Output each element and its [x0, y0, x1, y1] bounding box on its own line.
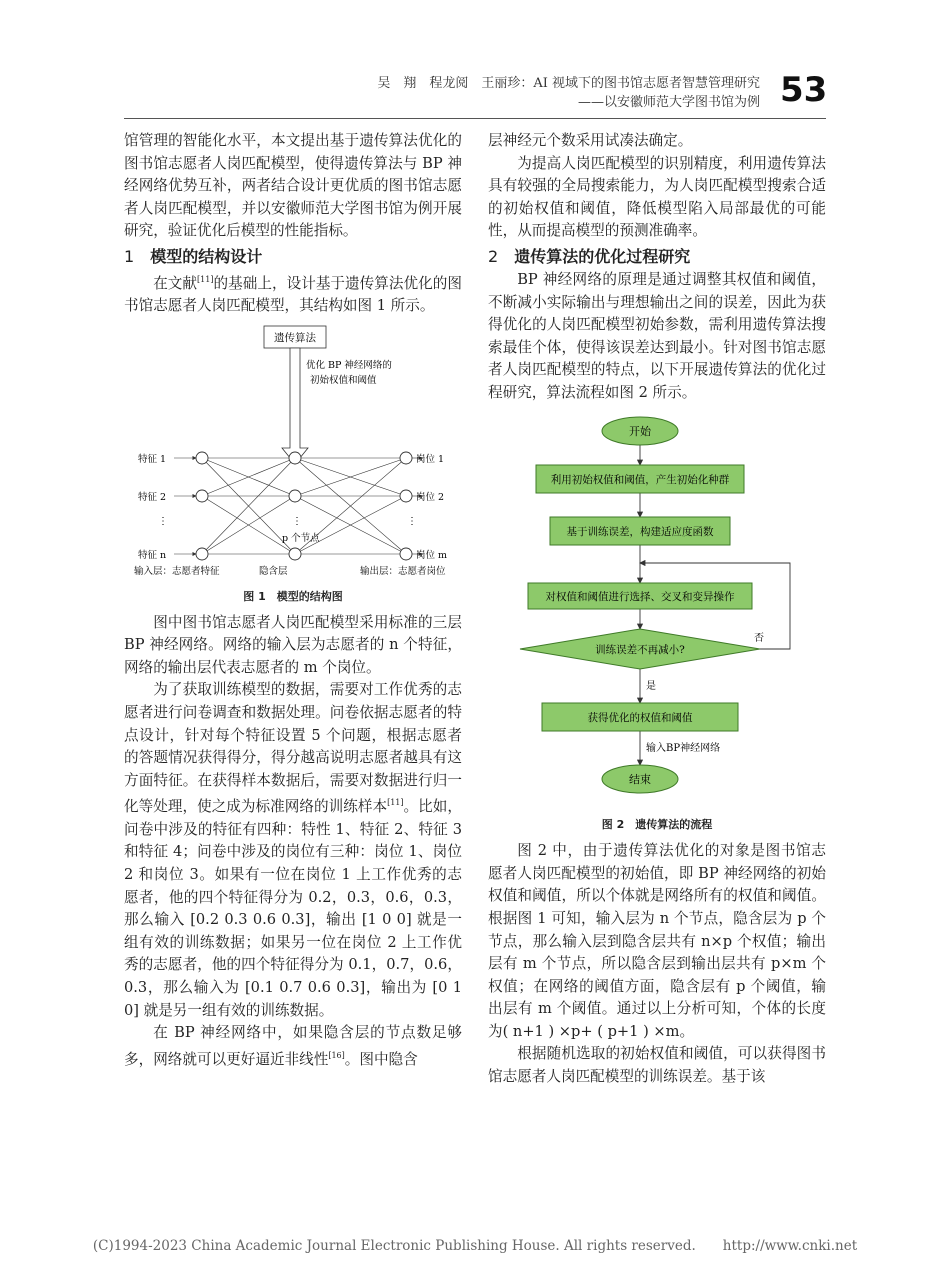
layer-output-label: 输出层：志愿者岗位 [360, 566, 446, 577]
layer-hidden-label: 隐含层 [259, 566, 288, 577]
ellipsis-dots: ⋮ [292, 516, 302, 528]
citation[interactable]: [11] [197, 274, 214, 284]
input-node [196, 452, 208, 464]
header-authors-title: 吴 翔 程龙阅 王丽珍：AI 视域下的图书馆志愿者智慧管理研究 [377, 76, 760, 91]
step-1-label: 利用初始权值和阈值，产生初始化种群 [550, 473, 730, 486]
input-node [196, 548, 208, 560]
arrow-label-1: 优化 BP 神经网络的 [306, 360, 392, 372]
output-node [400, 452, 412, 464]
layer-input-label: 输入层：志愿者特征 [134, 566, 220, 577]
paragraph-hidden-layer [124, 1022, 462, 1071]
output-label-m: 岗位 m [416, 550, 448, 562]
hidden-count-label: p 个节点 [282, 533, 320, 545]
text-run: 为了获取训练模型的数据，需要对工作优秀的志愿者进行问卷调查和数据处理。问卷依据志愿者的特点设计，针对每个特征设置 5 个问题，根据志愿者的答题情况获得得分，得分越高说明志愿者越具有这方面特征。在获得样本数据后，需要对数据进行归一化等处理，使之成为标准网络的训练样本 [124, 681, 462, 816]
citation[interactable]: [16] [328, 1050, 345, 1060]
figure-2-caption: 图 2 遗传算法的流程 [601, 818, 713, 832]
running-header [340, 74, 760, 112]
no-label: 否 [754, 632, 764, 644]
paragraph-figure-1: 图中图书馆志愿者人岗匹配模型采用标准的三层 BP 神经网络。网络的输入层为志愿者的 n 个特征，网络的输出层代表志愿者的 m 个岗位。 [124, 613, 462, 676]
hidden-node [289, 548, 301, 560]
section-1-number: 1 [124, 246, 135, 266]
start-label: 开始 [629, 424, 651, 438]
figure-1-diagram [124, 318, 462, 576]
hidden-node [289, 490, 301, 502]
header-rule [124, 118, 826, 119]
hidden-node [289, 452, 301, 464]
figure-1-caption: 图 1 模型的结构图 [243, 589, 343, 603]
header-subtitle: ——以安徽师范大学图书馆为例 [577, 95, 760, 110]
input-label-2: 特征 2 [138, 492, 167, 504]
bp-input-label: 输入BP神经网络 [646, 742, 721, 754]
paragraph-data [124, 679, 462, 1022]
paragraph-section-1 [124, 269, 462, 318]
paragraph-last: 根据随机选取的初始权值和阈值，可以获得图书馆志愿者人岗匹配模型的训练误差。基于该 [488, 1045, 826, 1086]
output-label-2: 岗位 2 [416, 492, 445, 504]
left-column [124, 130, 462, 1071]
step-4-label: 获得优化的权值和阈值 [587, 711, 693, 724]
section-1-title: 模型的结构设计 [150, 246, 263, 266]
paragraph-ga: 为提高人岗匹配模型的识别精度，利用遗传算法具有较强的全局搜索能力，为人岗匹配模型搜索合适的初始权值和阈值，降低模型陷入局部最优的可能性，从而提高模型的预测准确率。 [488, 154, 826, 240]
copyright-footer: (C)1994-2023 China Academic Journal Electronic Publishing House. All rights reserved. http://www.cnki.net [92, 1238, 858, 1254]
figure-1 [124, 318, 462, 606]
section-1-heading [124, 245, 462, 269]
text-run: 的基础上，设计基于遗传算法优化的图书馆志愿者人岗匹配模型，其结构如图 1 所示。 [124, 274, 462, 315]
step-3-label: 对权值和阈值进行选择、交叉和变异操作 [545, 590, 735, 603]
paragraph-intro: 馆管理的智能化水平，本文提出基于遗传算法优化的图书馆志愿者人岗匹配模型，使得遗传算法与 BP 神经网络优势互补，两者结合设计更优质的图书馆志愿者人岗匹配模型，并以安徽师范大学图书馆为例开展研究，验证优化后模型的性能指标。 [124, 132, 462, 240]
text-run: 。比如，问卷中涉及的特征有四种：特性 1、特征 2、特征 3 和特征 4；问卷中涉及的岗位有三种：岗位 1、岗位 2 和岗位 3。如果有一位在岗位 1 上工作优秀的志愿者，他的四个特征得分为 0.2，0.3，0.6，0.3，那么输入 [0.2 0.3 0.6 0.3]，输出 [1 0 0] 就是一组有效的训练数据；如果另一位在岗位 2 上工作优秀的志愿者，他的四个特征得分为 0.1，0.7，0.6，0.3，那么输入为 [0.1 0.7 0.6 0.3]，输出为 [0 1 0] 就是另一组有效的训练数据。 [124, 798, 462, 1019]
arrow-label-2: 初始权值和阈值 [310, 375, 377, 387]
ga-box-label: 遗传算法 [274, 332, 316, 345]
input-label-n: 特征 n [138, 550, 167, 562]
ellipsis-dots: ⋮ [407, 516, 417, 528]
input-node [196, 490, 208, 502]
section-2-title: 遗传算法的优化过程研究 [514, 246, 691, 266]
output-label-1: 岗位 1 [416, 454, 445, 466]
end-label: 结束 [629, 772, 651, 786]
ellipsis-dots: ⋮ [158, 516, 168, 528]
paragraph-figure-2: 图 2 中，由于遗传算法优化的对象是图书馆志愿者人岗匹配模型的初始值，即 BP 神经网络的初始权值和阈值，所以个体就是网络所有的权值和阈值。根据图 1 可知，输入层为 n 个节点，隐含层为 p 个节点，那么输入层到隐含层共有 n×p 个权值；输出层有 m 个节点，所以隐含层到输出层共有 p×m 个权值；在网络的阈值方面，隐含层有 p 个阈值，输出层有 m 个阈值。通过以上分析可知，个体的长度为( n+1 ) ×p+ ( p+1 ) ×m。 [488, 842, 826, 1040]
text-run: 在 BP 神经网络中，如果隐含层的节点数足够多，网络就可以更好逼近非线性 [124, 1024, 462, 1068]
output-node [400, 490, 412, 502]
yes-label: 是 [646, 680, 656, 692]
input-label-1: 特征 1 [138, 454, 167, 466]
section-2-number: 2 [488, 246, 499, 266]
figure-2-flowchart [488, 405, 826, 805]
text-run: 。图中隐含 [344, 1050, 418, 1068]
paragraph-section-2: BP 神经网络的原理是通过调整其权值和阈值，不断减小实际输出与理想输出之间的误差，因此为获得优化的人岗匹配模型初始参数，需利用遗传算法搜索最佳个体，使得该误差达到最小。针对图书馆志愿者人岗匹配模型的特点，以下开展遗传算法的优化过程研究，算法流程如图 2 所示。 [488, 270, 826, 401]
right-column [488, 130, 826, 1089]
text-run: 在文献 [153, 274, 198, 292]
step-2-label: 基于训练误差，构建适应度函数 [566, 525, 714, 538]
optimize-arrow [282, 348, 308, 464]
page-number: 53 [780, 70, 828, 110]
decision-label: 训练误差不再减小? [595, 643, 685, 656]
citation[interactable]: [11] [387, 798, 404, 808]
figure-2 [488, 405, 826, 835]
output-node [400, 548, 412, 560]
section-2-heading [488, 245, 826, 269]
paragraph-continued: 层神经元个数采用试凑法确定。 [488, 132, 693, 149]
